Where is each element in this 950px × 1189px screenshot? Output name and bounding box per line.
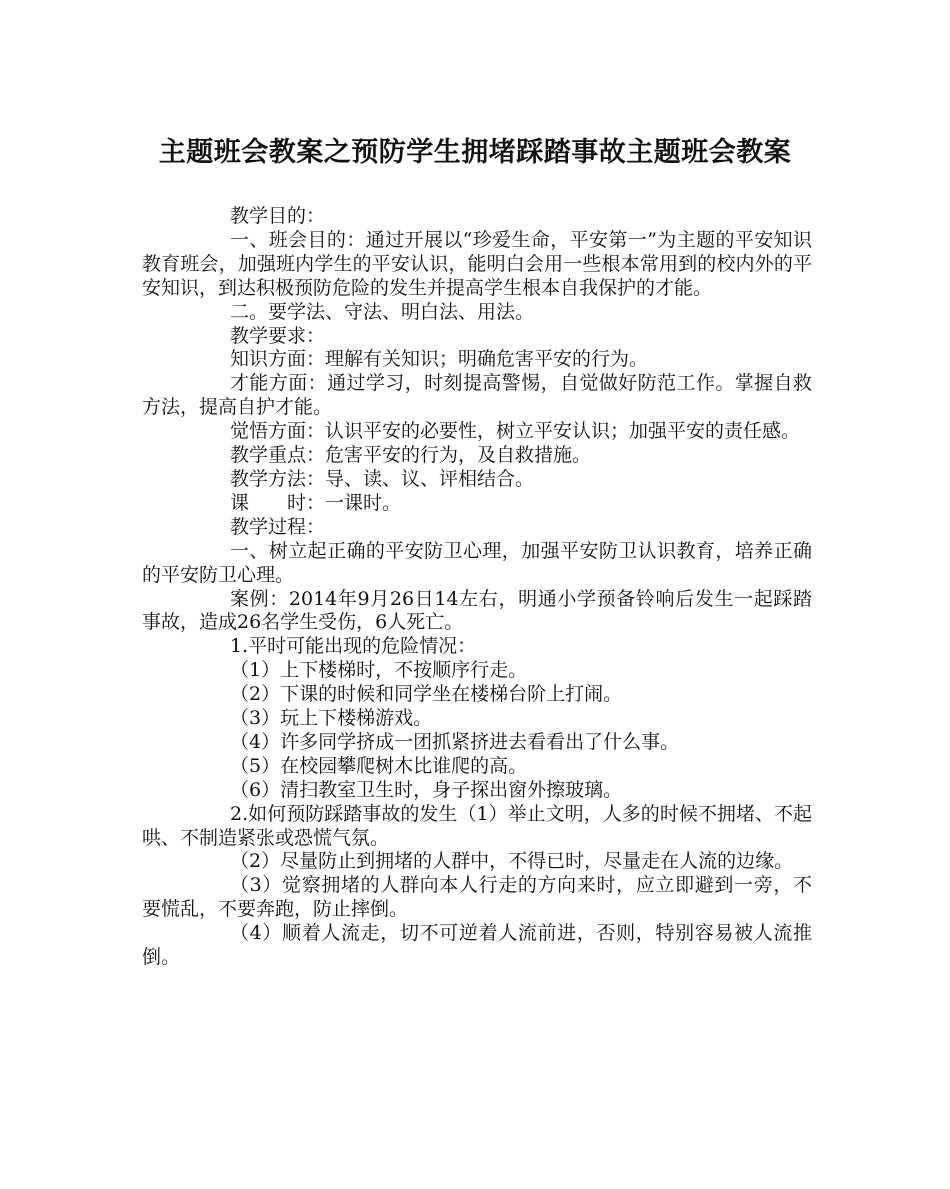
paragraph: 教学过程： bbox=[230, 515, 326, 538]
paragraph: （6）清扫教室卫生时，身子探出窗外擦玻璃。 bbox=[230, 778, 623, 801]
paragraph: （4）许多同学挤成一团抓紧挤进去看看出了什么事。 bbox=[230, 730, 680, 753]
paragraph: （2）下课的时候和同学坐在楼梯台阶上打闹。 bbox=[230, 683, 623, 706]
paragraph: 教学要求： bbox=[230, 324, 326, 347]
paragraph: 一、班会目的：通过开展以“珍爱生命，平安第一”为主题的平安知识教育班会，加强班内学生的平安认识，能明白会用一些根本常用到的校内外的平安知识，到达积极预防危险的发生并提高学生根本自我保护的才能。 bbox=[142, 228, 812, 299]
paragraph: 教学目的： bbox=[230, 205, 326, 227]
paragraph: （2）尽量防止到拥堵的人群中，不得已时，尽量走在人流的边缘。 bbox=[230, 850, 794, 873]
paragraph: 案例：2014年9月26日14左右，明通小学预备铃响后发生一起踩踏事故，造成26名学生受伤，6人死亡。 bbox=[142, 587, 812, 634]
paragraph: （3）玩上下楼梯游戏。 bbox=[230, 707, 433, 730]
paragraph: 觉悟方面：认识平安的必要性，树立平安认识；加强平安的责任感。 bbox=[230, 420, 801, 443]
paragraph: （4）顺着人流走，切不可逆着人流前进，否则，特别容易被人流推倒。 bbox=[142, 922, 812, 969]
paragraph: （5）在校园攀爬树木比谁爬的高。 bbox=[230, 754, 528, 777]
paragraph: 教学方法：导、读、议、评相结合。 bbox=[230, 467, 535, 490]
paragraph: 知识方面：理解有关知识；明确危害平安的行为。 bbox=[230, 348, 649, 371]
paragraph: （1）上下楼梯时，不按顺序行走。 bbox=[230, 659, 528, 682]
paragraph: 一、树立起正确的平安防卫心理，加强平安防卫认识教育，培养正确的平安防卫心理。 bbox=[142, 539, 812, 586]
paragraph: 课 时：一课时。 bbox=[230, 491, 402, 514]
paragraph: 才能方面：通过学习，时刻提高警惕，自觉做好防范工作。掌握自救方法，提高自护才能。 bbox=[142, 372, 812, 419]
paragraph: 2.如何预防踩踏事故的发生（1）举止文明，人多的时候不拥堵、不起哄、不制造紧张或恐慌气氛。 bbox=[142, 802, 812, 849]
paragraph: 二。要学法、守法、明白法、用法。 bbox=[230, 300, 535, 323]
paragraph: 1.平时可能出现的危险情况： bbox=[230, 635, 477, 658]
document-body bbox=[142, 205, 812, 970]
paragraph: 教学重点：危害平安的行为，及自救措施。 bbox=[230, 444, 592, 467]
paragraph: （3）觉察拥堵的人群向本人行走的方向来时，应立即避到一旁，不要慌乱，不要奔跑，防止摔倒。 bbox=[142, 874, 812, 921]
document-title: 主题班会教案之预防学生拥堵踩踏事故主题班会教案 bbox=[158, 137, 792, 168]
